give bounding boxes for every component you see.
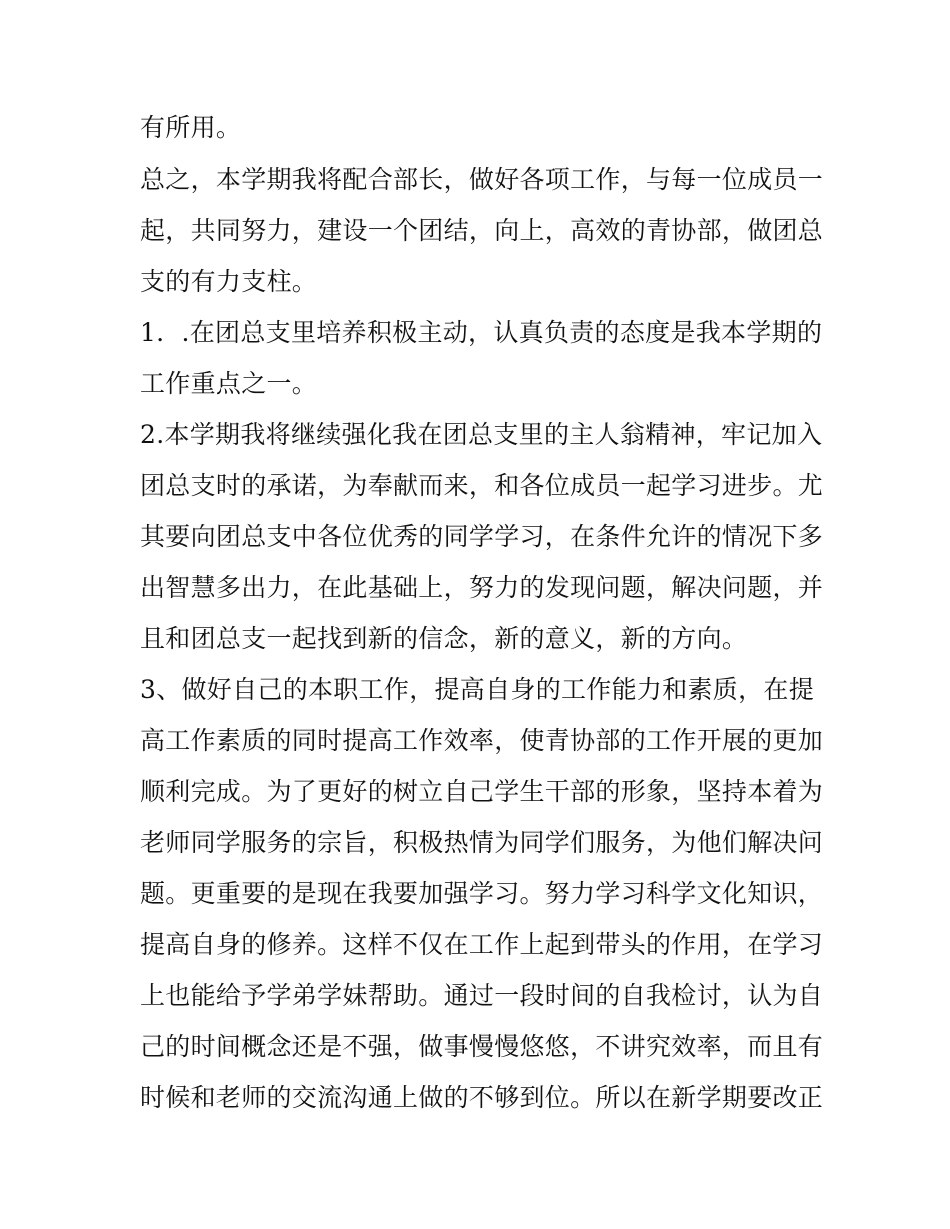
text-line-12: 3、做好自己的本职工作，提高自身的工作能力和素质，在提	[140, 675, 815, 704]
text-line-20: 时候和老师的交流沟通上做的不够到位。所以在新学期要改正	[140, 1083, 824, 1112]
text-line-13: 高工作素质的同时提高工作效率，使青协部的工作开展的更加	[140, 726, 824, 755]
text-line-14: 顺利完成。为了更好的树立自己学生干部的形象，坚持本着为	[140, 777, 824, 806]
text-line-4: 支的有力支柱。	[140, 267, 318, 296]
text-line-17: 提高自身的修养。这样不仅在工作上起到带头的作用，在学习	[140, 930, 824, 959]
text-line-2: 总之，本学期我将配合部长，做好各项工作，与每一位成员一	[140, 165, 824, 194]
text-line-7: 2.本学期我将继续强化我在团总支里的主人翁精神，牢记加入	[140, 420, 823, 449]
text-line-8: 团总支时的承诺，为奉献而来，和各位成员一起学习进步。尤	[140, 471, 824, 500]
text-line-19: 己的时间概念还是不强，做事慢慢悠悠，不讲究效率，而且有	[140, 1032, 824, 1061]
text-line-15: 老师同学服务的宗旨，积极热情为同学们服务，为他们解决问	[140, 828, 824, 857]
text-line-9: 其要向团总支中各位优秀的同学学习，在条件允许的情况下多	[140, 522, 824, 551]
text-line-11: 且和团总支一起找到新的信念，新的意义，新的方向。	[140, 624, 748, 653]
text-line-6: 工作重点之一。	[140, 369, 318, 398]
text-line-10: 出智慧多出力，在此基础上，努力的发现问题，解决问题，并	[140, 573, 824, 602]
text-line-16: 题。更重要的是现在我要加强学习。努力学习科学文化知识，	[140, 879, 824, 908]
text-line-1: 有所用。	[140, 113, 242, 142]
text-line-18: 上也能给予学弟学妹帮助。通过一段时间的自我检讨，认为自	[140, 981, 824, 1010]
text-line-3: 起，共同努力，建设一个团结，向上，高效的青协部，做团总	[140, 216, 824, 245]
text-line-5: 1．.在团总支里培养积极主动，认真负责的态度是我本学期的	[140, 318, 823, 347]
